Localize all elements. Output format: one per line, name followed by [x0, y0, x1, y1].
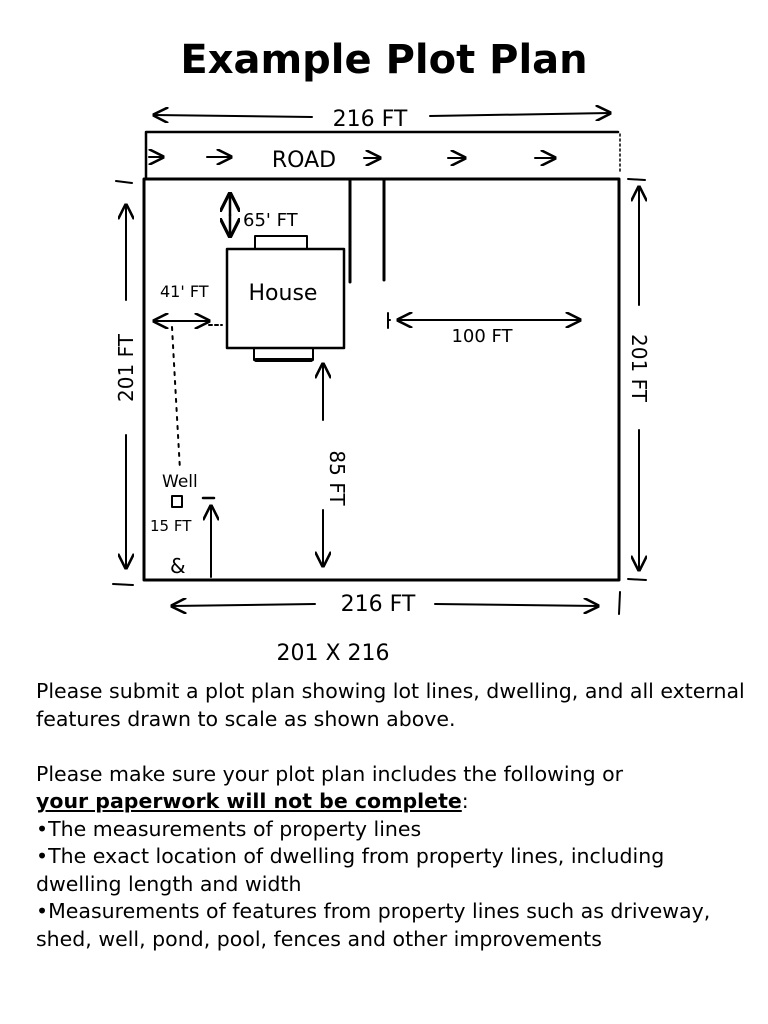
bullet-item: •The exact location of dwelling from property lines, including dwelling length and width: [36, 844, 665, 896]
well-box: [172, 496, 182, 507]
bullet-item: •The measurements of property lines: [36, 816, 422, 841]
well-setback-label: 15 FT: [150, 517, 192, 535]
bullet-item: •Measurements of features from property lines such as driveway, shed, well, pond, pool, fences and other improvements: [36, 899, 711, 951]
bottom-dimension-arrow-left: [172, 604, 315, 606]
well-dotted-line: [172, 327, 180, 470]
left-dimension-label: 201 FT: [114, 334, 138, 402]
overall-size-label: 201 X 216: [276, 641, 390, 666]
instructions: [36, 678, 746, 953]
top-dimension-arrow-right: [430, 113, 610, 116]
top-dimension-label: 216 FT: [332, 107, 408, 132]
top-dimension-arrow-left: [154, 115, 312, 117]
instructions-emphasis: your paperwork will not be complete: [36, 789, 462, 813]
setback-top-label: 65' FT: [243, 210, 298, 231]
setback-left-label: 41' FT: [160, 282, 209, 301]
instructions-lead: Please make sure your plot plan includes the following or: [36, 761, 624, 786]
instructions-paragraph-1: Please submit a plot plan showing lot lines, dwelling, and all external features drawn to scale as shown above.: [36, 679, 745, 731]
bottom-dimension-arrow-right: [435, 604, 598, 606]
house-label: House: [248, 281, 318, 306]
setback-bottom-label: 85 FT: [325, 450, 349, 506]
bottom-dimension-label: 216 FT: [340, 592, 416, 617]
lot-boundary: [144, 179, 619, 580]
road-label: ROAD: [271, 148, 337, 173]
house-to-drive-label: 100 FT: [451, 326, 513, 347]
road-strip: [146, 132, 618, 179]
septic-symbol: &: [170, 554, 186, 578]
right-dimension-label: 201 FT: [627, 334, 651, 402]
page-title: Example Plot Plan: [180, 37, 588, 83]
well-label: Well: [162, 472, 198, 492]
instructions-paragraph-2: [36, 761, 746, 816]
house-porch-top: [255, 236, 307, 249]
instructions-colon: :: [461, 789, 469, 813]
